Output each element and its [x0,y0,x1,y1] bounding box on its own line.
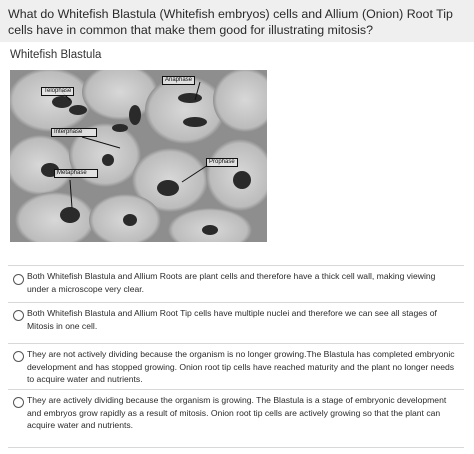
divider [8,447,464,448]
option-text: They are actively dividing because the organism is growing. The Blastula is a stage of embryonic development and embryos grow rapidly as a result of mitosis. Onion root tip cells are actively growing so that the plant can acquire water and nutrients. [27,395,447,431]
radio-button[interactable] [13,274,24,285]
option-1[interactable] [8,265,464,302]
label-prophase: Prophase [206,158,238,167]
label-anaphase: Anaphase [162,76,195,85]
option-text: Both Whitefish Blastula and Allium Roots are plant cells and therefore have a thick cell wall, making viewing under a microscope very clear. [27,271,436,294]
label-telophase: Telophase [41,87,74,96]
option-text: They are not actively dividing because the organism is no longer growing.The Blastula has completed embryonic development and has stopped growing. Onion root tip cells have reached maturity and the plant no longer needs to acquire water and nutrients. [27,349,455,385]
option-2[interactable] [8,302,464,343]
question-header [0,0,474,42]
label-interphase: Interphase [51,128,97,137]
radio-button[interactable] [13,310,24,321]
option-text: Both Whitefish Blastula and Allium Root Tip cells have multiple nuclei and therefore we can see all stages of Mitosis in one cell. [27,308,437,331]
label-metaphase: Metaphase [54,169,98,178]
microscope-image [10,70,267,242]
option-4[interactable] [8,389,464,446]
radio-button[interactable] [13,397,24,408]
radio-button[interactable] [13,351,24,362]
image-title: Whitefish Blastula [10,49,102,61]
question-text: What do Whitefish Blastula (Whitefish embryos) cells and Allium (Onion) Root Tip cells have in common that make them good for illustrating mitosis? [8,7,453,37]
option-3[interactable] [8,343,464,392]
